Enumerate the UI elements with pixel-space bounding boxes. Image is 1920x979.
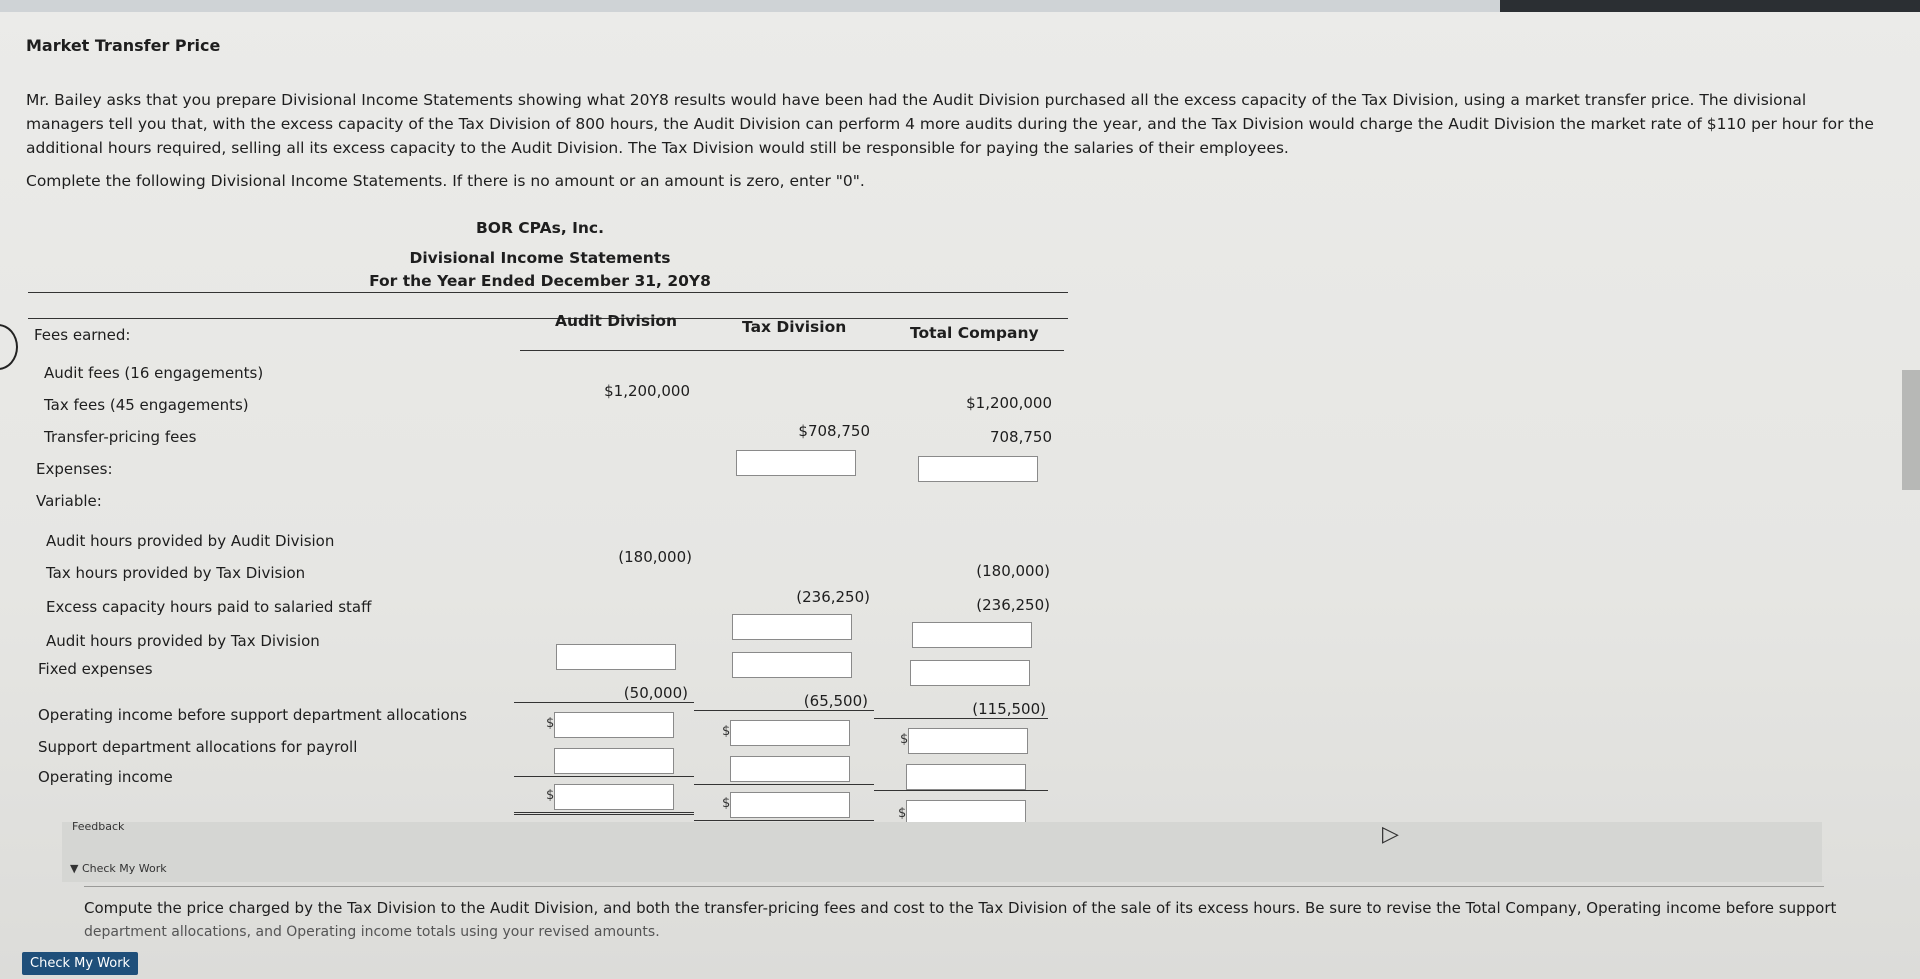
audit-hours-tax-div-tax-input[interactable] (732, 652, 852, 678)
row-label-expenses: Expenses: (36, 460, 113, 478)
double-rule-audit (514, 812, 694, 815)
feedback-panel (62, 822, 1822, 882)
dollar-sign: $ (722, 796, 731, 811)
dollar-sign: $ (722, 724, 731, 739)
row-label-op-income-before: Operating income before support department allocations (38, 706, 468, 724)
fixed-expenses-audit-value: (50,000) (623, 684, 688, 702)
audit-hours-tax-div-total-input[interactable] (910, 660, 1030, 686)
total-rule-audit (514, 776, 694, 777)
transfer-fees-tax-input[interactable] (736, 450, 856, 476)
op-income-tax-input[interactable] (730, 792, 850, 818)
columns-bottom-rule (520, 350, 1064, 351)
support-alloc-total-input[interactable] (906, 764, 1026, 790)
audit-fees-total: $1,200,000 (966, 394, 1052, 412)
row-label-fixed-expenses: Fixed expenses (38, 660, 153, 678)
row-label-fees-earned: Fees earned: (34, 326, 131, 344)
feedback-label: Feedback (72, 820, 125, 833)
excess-capacity-total-input[interactable] (912, 622, 1032, 648)
scrollbar-thumb[interactable] (1902, 370, 1920, 490)
section-title: Market Transfer Price (26, 36, 221, 55)
col-audit-division: Audit Division (555, 312, 678, 330)
op-income-before-tax-input[interactable] (730, 720, 850, 746)
row-label-audit-hours-audit-div: Audit hours provided by Audit Division (46, 532, 335, 550)
tax-fees-tax: $708,750 (798, 422, 870, 440)
audit-hours-tax-div-audit-input[interactable] (556, 644, 676, 670)
row-label-tax-fees: Tax fees (45 engagements) (44, 396, 249, 414)
op-income-audit-input[interactable] (554, 784, 674, 810)
dollar-sign: $ (900, 732, 909, 747)
row-label-audit-hours-tax-div: Audit hours provided by Tax Division (46, 632, 320, 650)
tax-hours-total-value: (236,250) (976, 596, 1050, 614)
transfer-fees-total-input[interactable] (918, 456, 1038, 482)
tax-fees-total: 708,750 (989, 428, 1052, 446)
columns-top-rule (28, 318, 1068, 319)
feedback-divider (84, 886, 1824, 887)
row-label-audit-fees: Audit fees (16 engagements) (44, 364, 264, 382)
row-label-excess-capacity: Excess capacity hours paid to salaried staff (46, 598, 372, 616)
instruction-text: Complete the following Divisional Income Statements. If there is no amount or an amount is zero, enter "0". (26, 172, 865, 190)
statement-name: Divisional Income Statements (409, 249, 671, 267)
dollar-sign: $ (546, 716, 555, 731)
check-my-work-toggle[interactable]: ▼ Check My Work (70, 862, 167, 875)
header-rule (28, 292, 1068, 293)
row-label-transfer-pricing-fees: Transfer-pricing fees (44, 428, 197, 446)
tax-hours-tax-value: (236,250) (796, 588, 870, 606)
check-my-work-button[interactable]: Check My Work (22, 952, 138, 975)
fixed-expenses-tax-value: (65,500) (803, 692, 868, 710)
audit-hours-audit-value: (180,000) (618, 548, 692, 566)
statement-period: For the Year Ended December 31, 20Y8 (369, 272, 711, 290)
dollar-sign: $ (546, 788, 555, 803)
total-rule-tax (694, 784, 874, 785)
top-bar-dark (1500, 0, 1920, 12)
company-name: BOR CPAs, Inc. (475, 219, 605, 237)
row-label-operating-income: Operating income (38, 768, 173, 786)
fixed-expenses-total-value: (115,500) (972, 700, 1046, 718)
support-alloc-tax-input[interactable] (730, 756, 850, 782)
col-tax-division: Tax Division (742, 318, 847, 336)
row-label-tax-hours-tax-div: Tax hours provided by Tax Division (46, 564, 306, 582)
mouse-cursor-icon: ▷ (1382, 822, 1399, 847)
subtotal-rule-audit (514, 702, 694, 703)
col-total-company: Total Company (910, 324, 1039, 342)
row-label-support-allocations: Support department allocations for payroll (38, 738, 358, 756)
total-rule-total (874, 790, 1048, 791)
support-alloc-audit-input[interactable] (554, 748, 674, 774)
audit-hours-total-value: (180,000) (976, 562, 1050, 580)
op-income-before-total-input[interactable] (908, 728, 1028, 754)
subtotal-rule-tax (694, 710, 874, 711)
dollar-sign: $ (898, 806, 907, 821)
feedback-text: Compute the price charged by the Tax Division to the Audit Division, and both the transfer-pricing fees and cost to the Tax Division of the sale of its excess hours. Be sure to revise the Total Company, Operating income before support (84, 899, 1837, 917)
row-label-variable: Variable: (36, 492, 102, 510)
feedback-text-continued: department allocations, and Operating income totals using your revised amounts. (84, 924, 660, 940)
selection-circle (0, 324, 18, 370)
op-income-before-audit-input[interactable] (554, 712, 674, 738)
audit-fees-audit: $1,200,000 (604, 382, 690, 400)
subtotal-rule-total (874, 718, 1048, 719)
problem-paragraph: Mr. Bailey asks that you prepare Divisional Income Statements showing what 20Y8 results would have been had the Audit Division purchased all the excess capacity of the Tax Division, using a market transfer price. The divisional managers tell you that, with the excess capacity of the Tax Division of 800 hours, the Audit Division can perform 4 more audits during the year, and the Tax Division would charge the Audit Division the market rate of $110 per hour for the additional hours required, selling all its excess capacity to the Audit Division. The Tax Division would still be responsible for paying the salaries of their employees. (26, 91, 1874, 157)
excess-capacity-tax-input[interactable] (732, 614, 852, 640)
